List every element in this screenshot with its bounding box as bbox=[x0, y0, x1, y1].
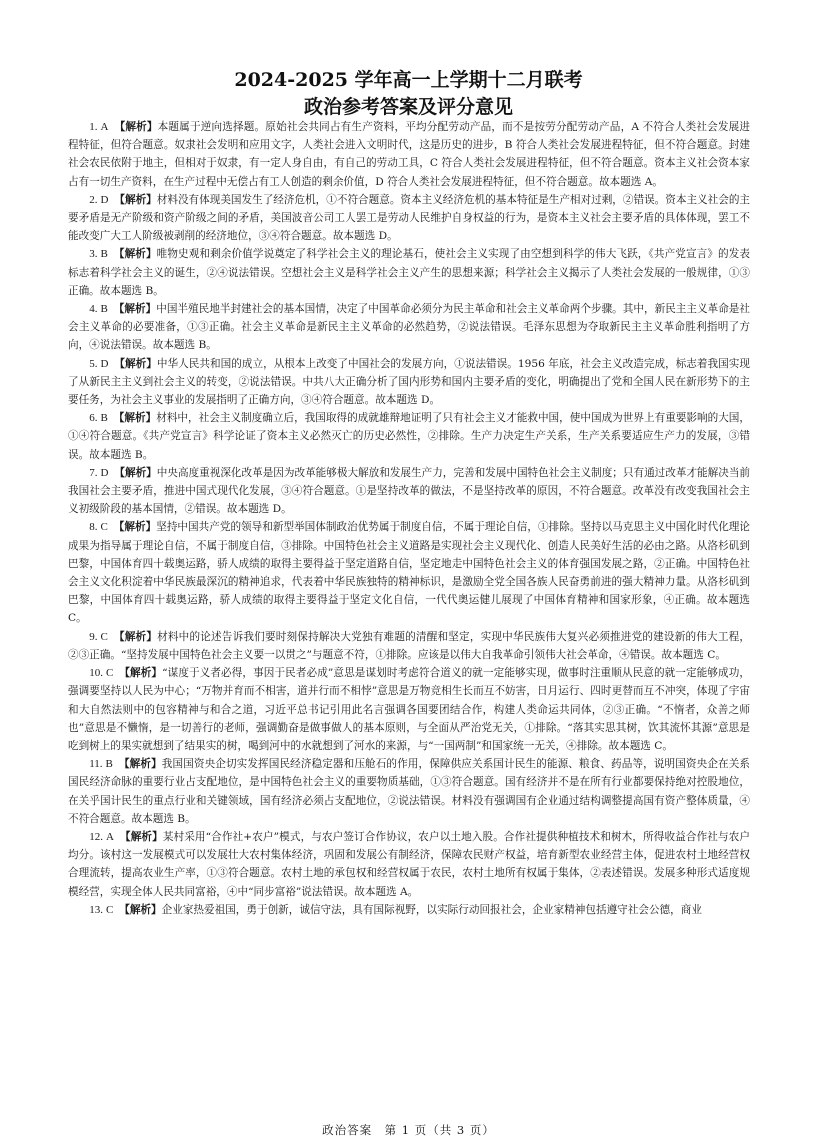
item-tag: 【解析】 bbox=[114, 193, 157, 206]
item-number: 3. bbox=[89, 248, 98, 261]
item-tag: 【解析】 bbox=[113, 521, 157, 534]
item-number: 11. bbox=[89, 758, 103, 771]
item-text: 材料中，社会主义制度确立后，我国取得的成就雄辩地证明了只有社会主义才能救中国，使中国成为世界上有重要影响的大国，①④符合题意。《共产党宣言》科学论证了资本主义必然灭亡的历史必然性，②排除。生产力决定生产关系，生产关系要适应生产力的发展，③错误。故本题选 B。 bbox=[68, 412, 751, 461]
item-text: 中国半殖民地半封建社会的基本国情，决定了中国革命必须分为民主革命和社会主义革命两个步骤。其中，新民主主义革命是社会主义革命的必要准备，①③正确。社会主义革命是新民主主义革命的必然趋势，②说法错误。毛泽东思想为夺取新民主主义革命胜利指明了方向，④说法错误。故本题选 B。 bbox=[68, 303, 751, 352]
item-tag: 【解析】 bbox=[119, 903, 162, 916]
item-tag: 【解析】 bbox=[113, 303, 157, 316]
item-tag: 【解析】 bbox=[119, 667, 163, 680]
item-number: 13. bbox=[89, 903, 103, 916]
item-answer: A bbox=[100, 121, 109, 133]
item-tag: 【解析】 bbox=[114, 121, 158, 133]
item-text: 企业家热爱祖国，勇于创新，诚信守法，具有国际视野，以实际行动回报社会，企业家精神包括遵守社会公德，商业 bbox=[161, 903, 702, 916]
item-answer: B bbox=[100, 248, 108, 261]
item-number: 12. bbox=[89, 830, 103, 843]
item-tag: 【解析】 bbox=[114, 466, 157, 479]
answer-item bbox=[68, 755, 750, 828]
answer-item bbox=[68, 664, 750, 755]
item-answer: C bbox=[105, 903, 114, 916]
item-answer: C bbox=[100, 630, 108, 643]
answer-item bbox=[68, 409, 750, 464]
item-answer: C bbox=[105, 667, 114, 680]
answer-item bbox=[68, 355, 750, 410]
answer-item bbox=[68, 300, 750, 355]
item-answer: C bbox=[100, 521, 108, 534]
item-text: 唯物史观和剩余价值学说奠定了科学社会主义的理论基石，使社会主义实现了由空想到科学的伟大飞跃，《共产党宣言》的发表标志着科学社会主义的诞生，②④说法错误。空想社会主义是科学社会主义产生的思想来源；科学社会主义揭示了人类社会发展的一般规律，①③正确。故本题选 B。 bbox=[68, 248, 751, 297]
item-text: 材料没有体现美国发生了经济危机，①不符合题意。资本主义经济危机的基本特征是生产相对过剩，②错误。资本主义社会的主要矛盾是无产阶级和资产阶级之间的矛盾，美国波音公司工人罢工是劳动人民维护自身权益的行为，是资本主义社会主要矛盾的具体体现，罢工不能改变广大工人阶级被剥削的经济地位，③④符合题意。故本题选 D。 bbox=[68, 193, 751, 243]
answer-item bbox=[68, 518, 750, 627]
item-tag: 【解析】 bbox=[113, 412, 157, 425]
item-answer: B bbox=[100, 303, 108, 316]
item-answer: B bbox=[100, 412, 108, 425]
answer-item bbox=[68, 118, 750, 191]
answer-item bbox=[68, 901, 750, 919]
page-footer: 政治答案 第 1 页（共 3 页） bbox=[322, 1123, 495, 1137]
item-text: 我国国资央企切实发挥国民经济稳定器和压舱石的作用，保障供应关系国计民生的能源、粮食、药品等，说明国资央企在关系国民经济命脉的重要行业占支配地位，是中国特色社会主义的重要物质基础，①③符合题意。国有经济并不是在所有行业都要保持绝对控股地位，在关乎国计民生的重点行业和关键领域，国有经济必须占支配地位，②说法错误。材料没有强调国有企业通过结构调整提高国有资产整体质量，④不符合题意。故本题选 B。 bbox=[68, 758, 751, 825]
item-answer: A bbox=[105, 830, 114, 843]
answer-item bbox=[68, 191, 750, 246]
item-tag: 【解析】 bbox=[118, 758, 162, 771]
item-number: 2. bbox=[89, 193, 98, 206]
item-tag: 【解析】 bbox=[113, 630, 158, 643]
item-number: 9. bbox=[89, 630, 98, 643]
answer-item bbox=[68, 464, 750, 519]
item-answer: D bbox=[100, 466, 109, 479]
item-number: 6. bbox=[89, 412, 98, 425]
item-text: 某村采用“合作社+农户”模式，与农户签订合作协议，农户以土地入股。合作社提供种植技术和树木，所得收益合作社与农户均分。该村这一发展模式可以发展壮大农村集体经济，巩固和发展公有制经济，保障农民财产权益，培育新型农业经营主体，促进农村土地经营权合理流转，提高农业生产率，①③符合题意。农村土地的承包权和经营权属于农民，农村土地所有权属于集体，②表述错误。发展多种形式适度规模经营，实现全体人民共同富裕，④中“同步富裕”说法错误。故本题选 A。 bbox=[68, 830, 750, 898]
item-text: “谋度于义者必得，事因于民者必成”意思是谋划时考虑符合道义的就一定能够实现，做事时注重顺从民意的就一定能够成功，强调要坚持以人民为中心；“万物并育而不相害，道并行而不相悖”意思是万物竞相生长而互不妨害，日月运行、四时更替而互不冲突，体现了宇宙和大自然法则中的包容精神与和合之道，习近平总书记引用此名言强调各国要团结合作，构建人类命运共同体，②③正确。“不惰者，众善之师也”意思是不懒惰，是一切善行的老师，强调勤奋是做事做人的基本原则，与全面从严治党无关，①排除。“落其实思其树，饮其流怀其源”意思是吃到树上的果实就想到了结果实的树，喝到河中的水就想到了河水的来源，与“一国两制”和国家统一无关，④排除。故本题选 C。 bbox=[68, 667, 751, 752]
item-number: 8. bbox=[89, 521, 98, 534]
item-text: 中央高度重视深化改革是因为改革能够极大解放和发展生产力，完善和发展中国特色社会主义制度；只有通过改革才能解决当前我国社会主要矛盾，推进中国式现代化发展，③④符合题意。①是坚持改革的做法，不是坚持改革的原因，不符合题意。改革没有改变我国社会主义初级阶段的基本国情，②错误。故本题选 D。 bbox=[68, 466, 751, 516]
item-text: 材料中的论述告诉我们要时刻保持解决大党独有难题的清醒和坚定，实现中华民族伟大复兴必须推进党的建设新的伟大工程，②③正确。“坚持发展中国特色社会主义要一以贯之”与题意不符，①排除。应该是以伟大自我革命引领伟大社会革命，④错误。故本题选 C。 bbox=[68, 630, 751, 661]
answer-item bbox=[68, 828, 750, 901]
item-text: 坚持中国共产党的领导和新型举国体制政治优势属于制度自信，不属于理论自信，①排除。坚持以马克思主义中国化时代化理论成果为指导属于理论自信，不属于制度自信，③排除。中国特色社会主义道路是实现社会主义现代化、创造人民美好生活的必由之路。从洛杉矶到巴黎，中国体育四十载奥运路，骄人成绩的取得主要得益于坚定道路自信，坚定地走中国特色社会主义的体育强国发展之路，②正确。中国特色社会主义文化积淀着中华民族最深沉的精神追求，代表着中华民族独特的精神标识，是激励全党全国各族人民奋勇前进的强大精神力量。从洛杉矶到巴黎，中国体育四十载奥运路，骄人成绩的取得主要得益于坚定文化自信，一代代奥运健儿展现了中国体育精神和国家形象，④正确。故本题选 C。 bbox=[68, 521, 751, 625]
item-text: 中华人民共和国的成立，从根本上改变了中国社会的发展方向，①说法错误。1956 年底，社会主义改造完成，标志着我国实现了从新民主主义到社会主义的转变，②说法错误。中共八大正确分析了国内形势和国内主要矛盾的变化，明确提出了党和全国人民在新形势下的主要任务，为社会主义事业的发展指明了正确方向，③④符合题意。故本题选 D。 bbox=[68, 357, 750, 407]
item-answer: D bbox=[100, 357, 109, 370]
item-tag: 【解析】 bbox=[113, 248, 157, 261]
answer-item bbox=[68, 628, 750, 664]
page-title: 2024-2025 学年高一上学期十二月联考 bbox=[234, 69, 583, 91]
item-text: 本题属于逆向选择题。原始社会共同占有生产资料，平均分配劳动产品，而不是按劳分配劳动产品，A 不符合人类社会发展进程特征，但符合题意。奴隶社会发明和应用文字，人类社会进入文明时代，这是历史的进步，B 符合人类社会发展进程特征，但不符合题意。封建社会农民依附于地主，但相对于奴隶，有一定人身自由，有自己的劳动工具，C 符合人类社会发展进程特征，但不符合题意。资本主义社会资本家占有一切生产资料，在生产过程中无偿占有工人创造的剩余价值，D 符合人类社会发展进程特征，但不符合题意。故本题选 A。 bbox=[68, 121, 751, 188]
item-tag: 【解析】 bbox=[114, 357, 157, 370]
item-number: 7. bbox=[89, 466, 98, 479]
item-number: 4. bbox=[89, 303, 98, 316]
page-subtitle: 政治参考答案及评分意见 bbox=[303, 96, 513, 118]
item-number: 1. bbox=[89, 121, 98, 133]
answer-list bbox=[68, 118, 750, 919]
item-tag: 【解析】 bbox=[119, 830, 163, 843]
answer-item bbox=[68, 245, 750, 300]
item-answer: D bbox=[100, 193, 109, 206]
item-number: 10. bbox=[89, 667, 103, 680]
item-number: 5. bbox=[89, 357, 98, 370]
item-answer: B bbox=[105, 758, 113, 771]
